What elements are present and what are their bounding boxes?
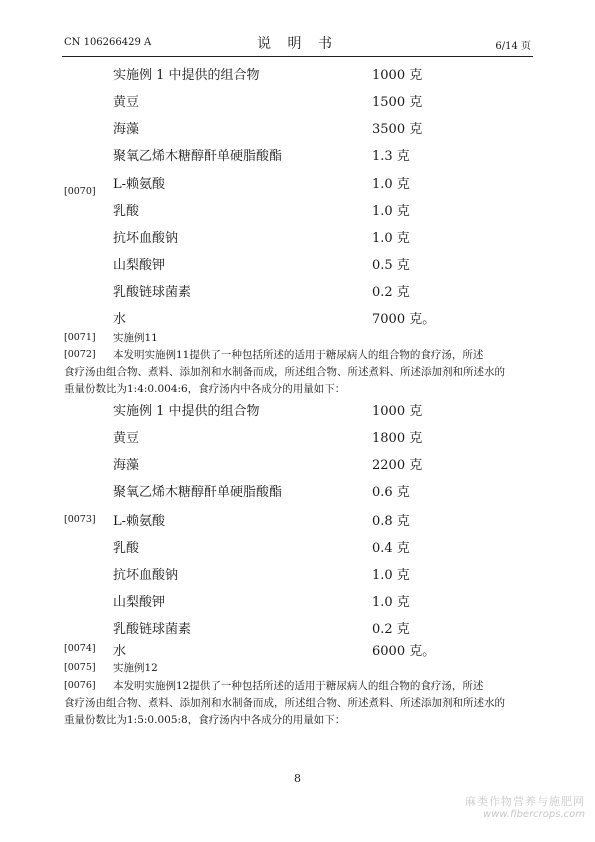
header-rule [62,56,533,57]
ingredient-amount: 1.0 克 [372,568,410,583]
document-title: 说 明 书 [257,36,338,52]
example-heading: 实施例12 [113,662,158,674]
ingredient-name: 实施例 1 中提供的组合物 [113,404,260,419]
ingredient-name: 聚氧乙烯木糖醇酐单硬脂酸酯 [113,485,283,500]
ingredient-amount: 0.6 克 [372,485,410,500]
example-heading: 实施例11 [113,332,158,344]
watermark-url: www.fibercrops.com [483,809,585,820]
paragraph-line: 重量份数比为1:5:0.005:8，食疗汤内中各成分的用量如下： [64,714,346,726]
ingredient-name: 水 [113,644,127,659]
watermark-text: 麻类作物营养与施肥网 [465,795,585,808]
ingredient-amount: 1.0 克 [372,204,410,219]
ingredient-name: 海藻 [113,458,140,473]
paragraph-number: [0070] [64,186,96,197]
paragraph-number: [0073] [64,514,96,525]
ingredient-name: 山梨酸钾 [113,258,166,273]
paragraph-number: [0075] [64,662,96,673]
document-number: CN 106266429 A [64,37,152,48]
page-number: 8 [294,772,301,785]
paragraph-line: 食疗汤由组合物、煮料、添加剂和水制备而成，所述组合物、所述煮料、所述添加剂和所述水的 [64,366,505,378]
ingredient-name: 乳酸链球菌素 [113,285,192,300]
ingredient-amount: 1000 克 [372,404,423,419]
ingredient-amount: 6000 克。 [372,644,436,659]
ingredient-amount: 2200 克 [372,458,423,473]
ingredient-amount: 1.0 克 [372,231,410,246]
paragraph-line: 本发明实施例11提供了一种包括所述的适用于糖尿病人的组合物的食疗汤，所述 [113,349,484,361]
ingredient-amount: 7000 克。 [372,312,436,327]
ingredient-amount: 1000 克 [372,68,423,83]
ingredient-name: 海藻 [113,122,140,137]
ingredient-amount: 1.3 克 [372,149,410,164]
ingredient-amount: 0.5 克 [372,258,410,273]
ingredient-name: 水 [113,312,127,327]
ingredient-name: 乳酸 [113,541,140,556]
ingredient-amount: 1500 克 [372,95,423,110]
ingredient-amount: 0.2 克 [372,285,410,300]
ingredient-name: L-赖氨酸 [113,514,166,529]
ingredient-amount: 0.4 克 [372,541,410,556]
ingredient-name: 山梨酸钾 [113,595,166,610]
paragraph-line: 本发明实施例12提供了一种包括所述的适用于糖尿病人的组合物的食疗汤，所述 [113,680,484,692]
paragraph-number: [0071] [64,332,96,343]
ingredient-amount: 3500 克 [372,122,423,137]
ingredient-amount: 1800 克 [372,431,423,446]
watermark [465,793,585,820]
paragraph-number: [0076] [64,680,96,691]
page-indicator: 6/14 页 [495,41,531,52]
ingredient-amount: 1.0 克 [372,177,410,192]
ingredient-name: 黄豆 [113,431,140,446]
ingredient-amount: 0.2 克 [372,622,410,637]
paragraph-number: [0074] [64,643,96,654]
ingredient-name: L-赖氨酸 [113,177,166,192]
paragraph-line: 食疗汤由组合物、煮料、添加剂和水制备而成，所述组合物、所述煮料、所述添加剂和所述水的 [64,697,505,709]
paragraph-line: 重量份数比为1:4:0.004:6，食疗汤内中各成分的用量如下： [64,383,346,395]
ingredient-amount: 1.0 克 [372,595,410,610]
ingredient-name: 乳酸 [113,204,140,219]
ingredient-name: 乳酸链球菌素 [113,622,192,637]
paragraph-number: [0072] [64,349,96,360]
ingredient-amount: 0.8 克 [372,514,410,529]
ingredient-name: 抗坏血酸钠 [113,568,179,583]
ingredient-name: 实施例 1 中提供的组合物 [113,68,260,83]
ingredient-name: 聚氧乙烯木糖醇酐单硬脂酸酯 [113,149,283,164]
ingredient-name: 抗坏血酸钠 [113,231,179,246]
ingredient-name: 黄豆 [113,95,140,110]
